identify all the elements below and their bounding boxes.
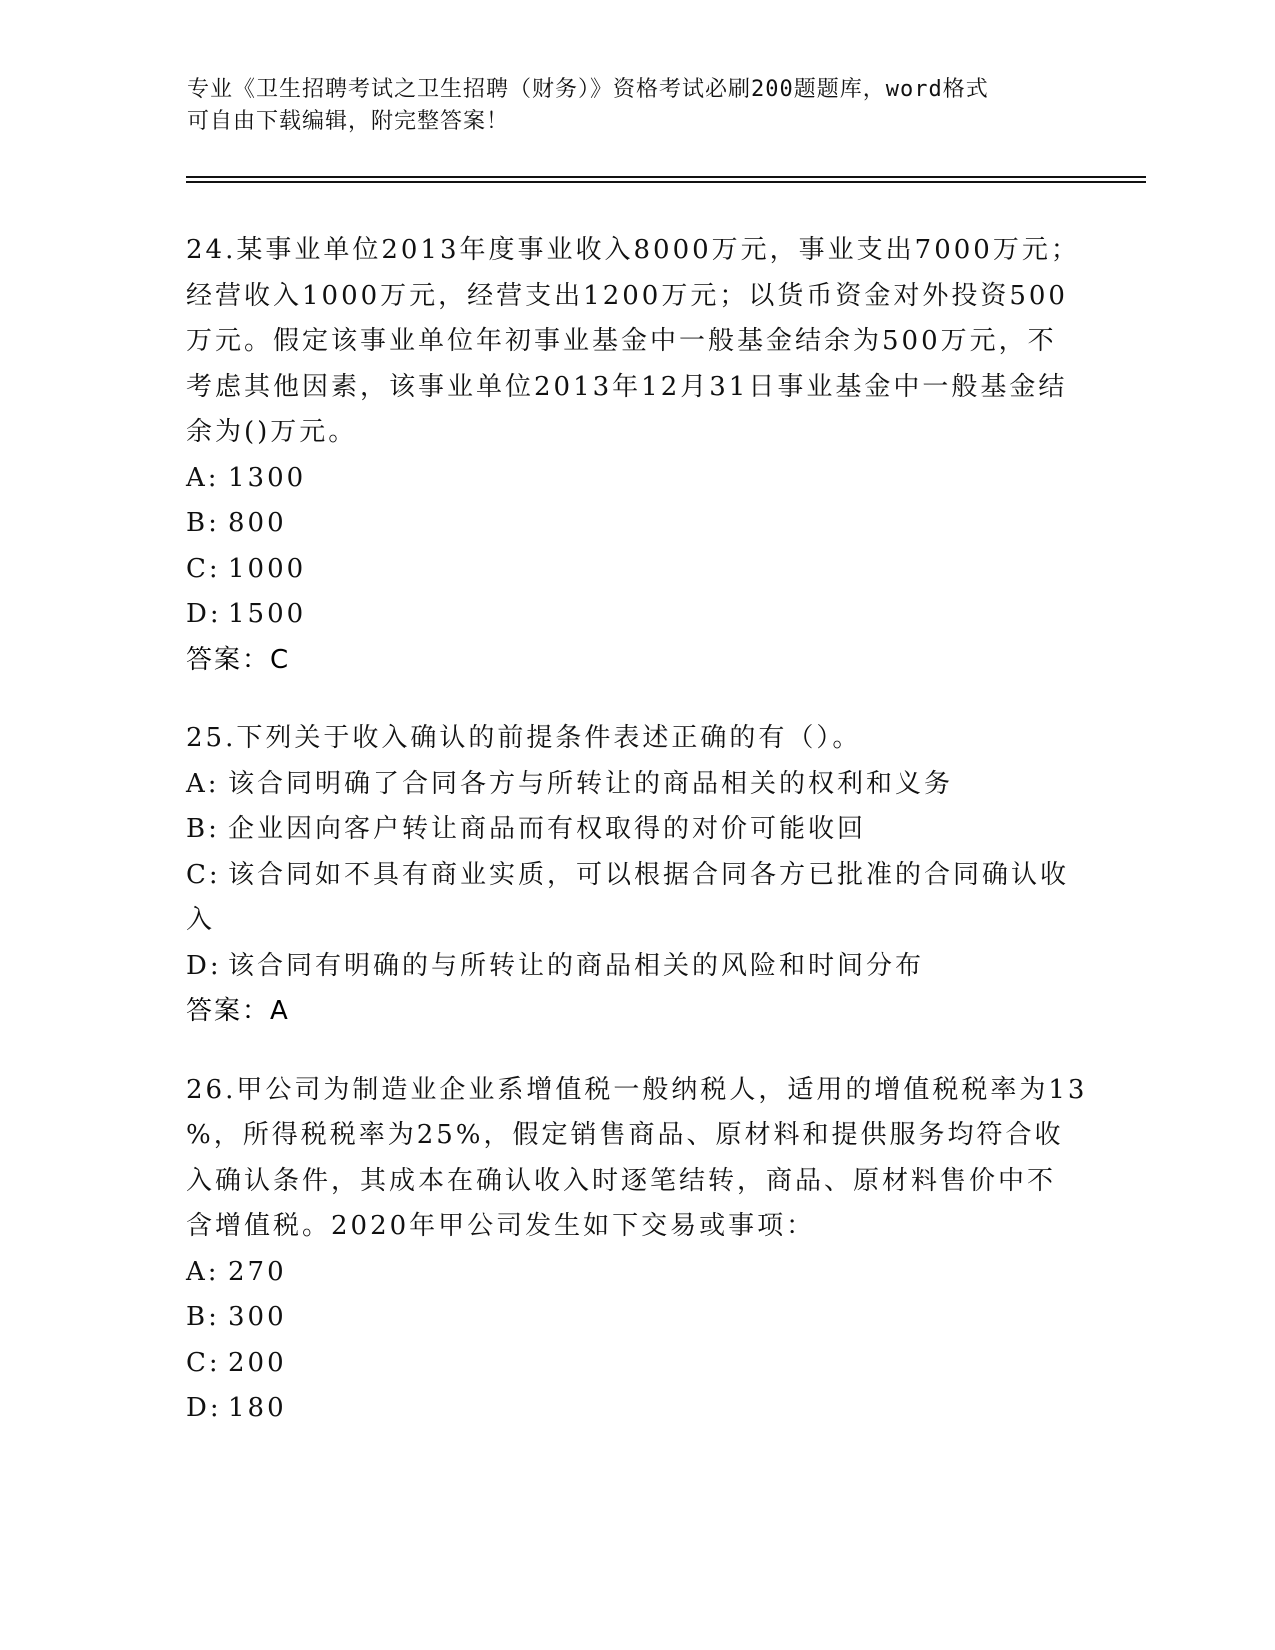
answer-option [186,944,1086,990]
option-line [186,944,1086,990]
option-text: 1300 [228,462,307,493]
question-stem-line: 经营收入1000万元，经营支出1200万元；以货币资金对外投资500 [186,280,1068,311]
option-line [186,1341,1086,1387]
option-label: A: [186,768,220,799]
option-text: 270 [228,1256,287,1287]
option-text: 该合同明确了合同各方与所转让的商品相关的权利和义务 [228,768,954,799]
option-text: 300 [228,1302,287,1332]
question-stem-line: 25.下列关于收入确认的前提条件表述正确的有（）。 [186,723,862,753]
header-line-2: 可自由下载编辑，附完整答案！ [187,109,510,134]
option-line [186,501,1086,547]
header-divider-top [186,176,1146,178]
question-stem-line: 24.某事业单位2013年度事业收入8000万元，事业支出7000万元； [186,235,1080,265]
option-line [186,547,1086,593]
question-stem-line: 入确认条件，其成本在确认收入时逐笔结转，商品、原材料售价中不 [186,1165,1057,1196]
option-label: C: [186,859,221,890]
answer-key: 答案：A [186,996,290,1026]
option-label: D: [186,950,222,981]
answer-option [186,807,1086,853]
option-text: 200 [228,1347,287,1378]
question-stem-line: 含增值税。2020年甲公司发生如下交易或事项： [186,1211,816,1241]
header-line-1: 专业《卫生招聘考试之卫生招聘（财务）》资格考试必刷200题题库，word格式 [187,77,989,102]
option-line [186,807,1086,853]
option-text: 180 [228,1393,287,1423]
answer-option [186,1295,1086,1341]
question-stem [186,1068,1086,1250]
option-label: C: [186,553,221,584]
answer-option [186,1386,1086,1432]
answer-option [186,1341,1086,1387]
question-list [186,228,1086,1465]
option-line [186,898,1086,944]
option-label: C: [186,1347,221,1378]
option-line [186,456,1086,502]
option-line [186,762,1086,808]
option-label: A: [186,462,220,493]
question-stem-line: 余为()万元。 [186,417,358,447]
question-stem [186,716,1086,762]
option-label: D: [186,599,222,629]
option-line [186,853,1086,899]
option-text: 1500 [228,599,307,629]
question-stem-line: 万元。假定该事业单位年初事业基金中一般基金结余为500万元，不 [186,326,1057,356]
header-divider-bottom [186,181,1146,183]
option-text: 该合同如不具有商业实质，可以根据合同各方已批准的合同确认收 [228,859,1070,890]
question-item [186,1068,1086,1432]
question-stem-line: 26.甲公司为制造业企业系增值税一般纳税人，适用的增值税税率为13 [186,1074,1088,1105]
question-stem-line: 考虑其他因素，该事业单位2013年12月31日事业基金中一般基金结 [186,371,1068,402]
option-text: 该合同有明确的与所转让的商品相关的风险和时间分布 [228,950,925,981]
answer-option [186,1250,1086,1296]
answer-option [186,501,1086,547]
option-label: B: [186,814,220,844]
option-text: 1000 [228,553,307,584]
answer-option [186,762,1086,808]
option-label: A: [186,1256,220,1287]
answer-option [186,547,1086,593]
question-stem-line: %，所得税税率为25%，假定销售商品、原材料和提供服务均符合收 [186,1120,1064,1150]
answer-key: 答案：C [186,644,291,675]
option-line [186,1250,1086,1296]
answer-option [186,456,1086,502]
question-item [186,716,1086,1035]
document-header [187,74,1087,138]
answer-option [186,853,1086,944]
question-item [186,228,1086,683]
option-text: 企业因向客户转让商品而有权取得的对价可能收回 [228,814,867,844]
option-label: B: [186,1302,220,1332]
answer-option [186,592,1086,638]
option-line [186,592,1086,638]
option-text: 800 [228,508,287,538]
option-label: B: [186,508,220,538]
option-label: D: [186,1393,222,1423]
option-text: 入 [186,905,216,935]
option-line [186,1386,1086,1432]
option-line [186,1295,1086,1341]
question-stem [186,228,1086,456]
